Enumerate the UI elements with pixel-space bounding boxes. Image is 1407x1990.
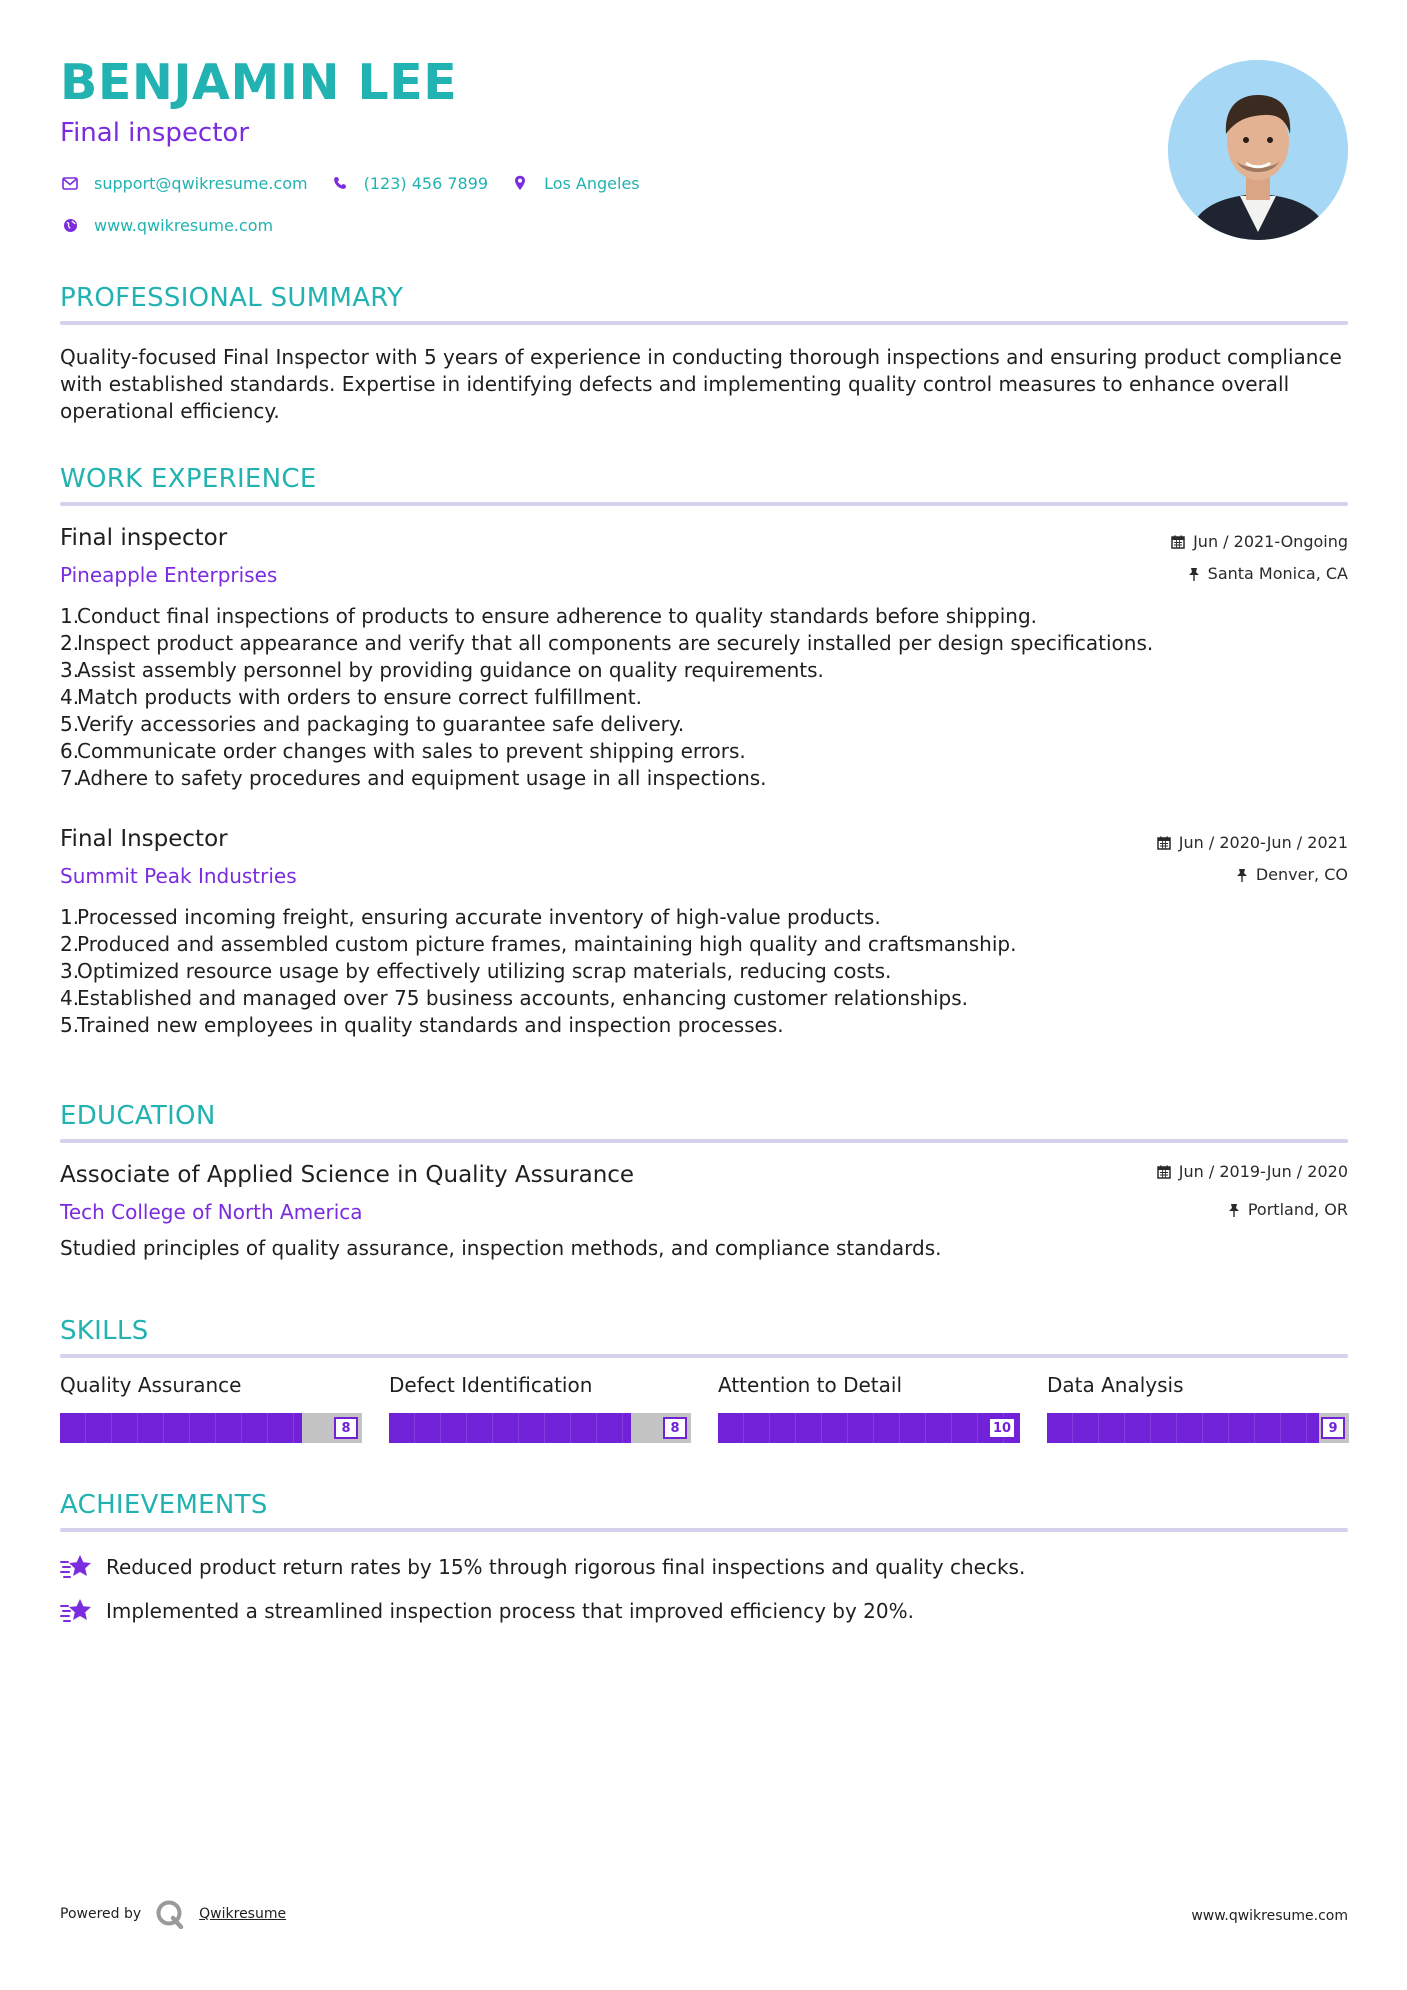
calendar-icon <box>1157 1165 1171 1179</box>
skill-name: Data Analysis <box>1047 1373 1184 1397</box>
summary-heading: PROFESSIONAL SUMMARY <box>60 283 404 313</box>
job-title: Final Inspector <box>60 826 228 852</box>
job-title: Final inspector <box>60 525 228 551</box>
job-company: Summit Peak Industries <box>60 864 297 888</box>
skill-level: 8 <box>663 1417 687 1439</box>
skill-bar <box>1047 1413 1349 1443</box>
skills-heading: SKILLS <box>60 1316 149 1346</box>
skill-level: 10 <box>988 1417 1016 1439</box>
section-divider <box>60 502 1348 506</box>
footer-powered-by <box>60 1899 286 1929</box>
skill-bar-fill <box>389 1413 631 1443</box>
profile-photo <box>1168 60 1348 240</box>
globe-icon <box>60 215 80 235</box>
job-location-text: Denver, CO <box>1255 865 1348 884</box>
education-description: Studied principles of quality assurance, inspection methods, and compliance standards. <box>60 1236 942 1260</box>
list-item: 5. Verify accessories and packaging to guarantee safe delivery. <box>60 712 685 736</box>
education-dates-text: Jun / 2019-Jun / 2020 <box>1178 1162 1348 1181</box>
education-location <box>1228 1202 1348 1218</box>
calendar-icon <box>1171 535 1185 549</box>
email-link[interactable]: support@qwikresume.com <box>94 173 308 193</box>
job-location-text: Santa Monica, CA <box>1207 564 1348 583</box>
pushpin-icon <box>1228 1203 1240 1217</box>
skill-item <box>1047 1373 1349 1436</box>
location-text: Los Angeles <box>544 173 640 193</box>
list-item: 4. Match products with orders to ensure correct fulfillment. <box>60 685 642 709</box>
skill-name: Quality Assurance <box>60 1373 242 1397</box>
achievement-item <box>60 1596 914 1626</box>
powered-by-label: Powered by <box>60 1906 142 1922</box>
stars-icon <box>60 1596 94 1626</box>
candidate-title: Final inspector <box>60 118 250 148</box>
list-item: 6. Communicate order changes with sales to prevent shipping errors. <box>60 739 746 763</box>
education-dates <box>1157 1164 1348 1180</box>
list-item: 2. Produced and assembled custom picture frames, maintaining high quality and craftsmanship. <box>60 932 1017 956</box>
list-item: 7. Adhere to safety procedures and equipment usage in all inspections. <box>60 766 767 790</box>
experience-heading: WORK EXPERIENCE <box>60 464 317 494</box>
skill-level: 8 <box>334 1417 358 1439</box>
list-item: 3. Assist assembly personnel by providing guidance on quality requirements. <box>60 658 824 682</box>
pushpin-icon <box>1236 868 1248 882</box>
skill-level: 9 <box>1321 1417 1345 1439</box>
envelope-icon <box>60 173 80 193</box>
footer-url[interactable]: www.qwikresume.com <box>1191 1908 1348 1924</box>
contact-row-web <box>60 215 295 235</box>
achievement-text: Reduced product return rates by 15% through rigorous final inspections and quality checks. <box>106 1555 1026 1579</box>
skill-item <box>60 1373 362 1436</box>
job-location <box>1236 867 1348 883</box>
skill-item <box>718 1373 1020 1436</box>
qwikresume-link[interactable]: Qwikresume <box>199 1906 287 1922</box>
pushpin-icon <box>1188 567 1200 581</box>
section-divider <box>60 1528 1348 1532</box>
school-name: Tech College of North America <box>60 1200 363 1224</box>
skill-bar-fill <box>718 1413 1020 1443</box>
achievement-item <box>60 1552 1025 1582</box>
job-dates-text: Jun / 2021-Ongoing <box>1193 532 1348 551</box>
job-duties-list <box>60 904 1350 1039</box>
skill-bar <box>60 1413 362 1443</box>
degree-title: Associate of Applied Science in Quality Assurance <box>60 1162 635 1188</box>
skill-bar <box>718 1413 1020 1443</box>
skill-bar <box>389 1413 691 1443</box>
phone-number[interactable]: (123) 456 7899 <box>363 173 489 193</box>
phone-icon <box>330 173 350 193</box>
skill-name: Defect Identification <box>389 1373 593 1397</box>
achievement-text: Implemented a streamlined inspection process that improved efficiency by 20%. <box>106 1599 914 1623</box>
job-dates <box>1157 835 1348 851</box>
list-item: 2. Inspect product appearance and verify that all components are securely installed per design specifications. <box>60 631 1154 655</box>
education-heading: EDUCATION <box>60 1101 216 1131</box>
contact-row <box>60 173 662 193</box>
achievements-heading: ACHIEVEMENTS <box>60 1490 268 1520</box>
skill-bar-fill <box>1047 1413 1319 1443</box>
section-divider <box>60 1354 1348 1358</box>
section-divider <box>60 321 1348 325</box>
list-item: 3. Optimized resource usage by effectively utilizing scrap materials, reducing costs. <box>60 959 892 983</box>
list-item: 1. Conduct final inspections of products to ensure adherence to quality standards before shipping. <box>60 604 1038 628</box>
job-location <box>1188 566 1348 582</box>
map-pin-icon <box>510 173 530 193</box>
summary-text: Quality-focused Final Inspector with 5 years of experience in conducting thorough inspections and ensuring product compliance with established standards. Expertise in identifying defects and implementing quality control measures to enhance overall operational efficiency. <box>60 345 1342 423</box>
candidate-name: BENJAMIN LEE <box>60 54 458 111</box>
job-dates-text: Jun / 2020-Jun / 2021 <box>1178 833 1348 852</box>
skill-name: Attention to Detail <box>718 1373 903 1397</box>
education-location-text: Portland, OR <box>1247 1200 1348 1219</box>
list-item: 4. Established and managed over 75 business accounts, enhancing customer relationships. <box>60 986 968 1010</box>
job-duties-list <box>60 603 1350 792</box>
stars-icon <box>60 1552 94 1582</box>
job-dates <box>1171 534 1348 550</box>
skill-item <box>389 1373 691 1436</box>
list-item: 1. Processed incoming freight, ensuring accurate inventory of high-value products. <box>60 905 881 929</box>
job-company: Pineapple Enterprises <box>60 563 278 587</box>
qwikresume-logo-icon <box>155 1899 185 1929</box>
list-item: 5. Trained new employees in quality standards and inspection processes. <box>60 1013 784 1037</box>
skill-bar-fill <box>60 1413 302 1443</box>
website-link[interactable]: www.qwikresume.com <box>94 215 274 235</box>
section-divider <box>60 1139 1348 1143</box>
calendar-icon <box>1157 836 1171 850</box>
